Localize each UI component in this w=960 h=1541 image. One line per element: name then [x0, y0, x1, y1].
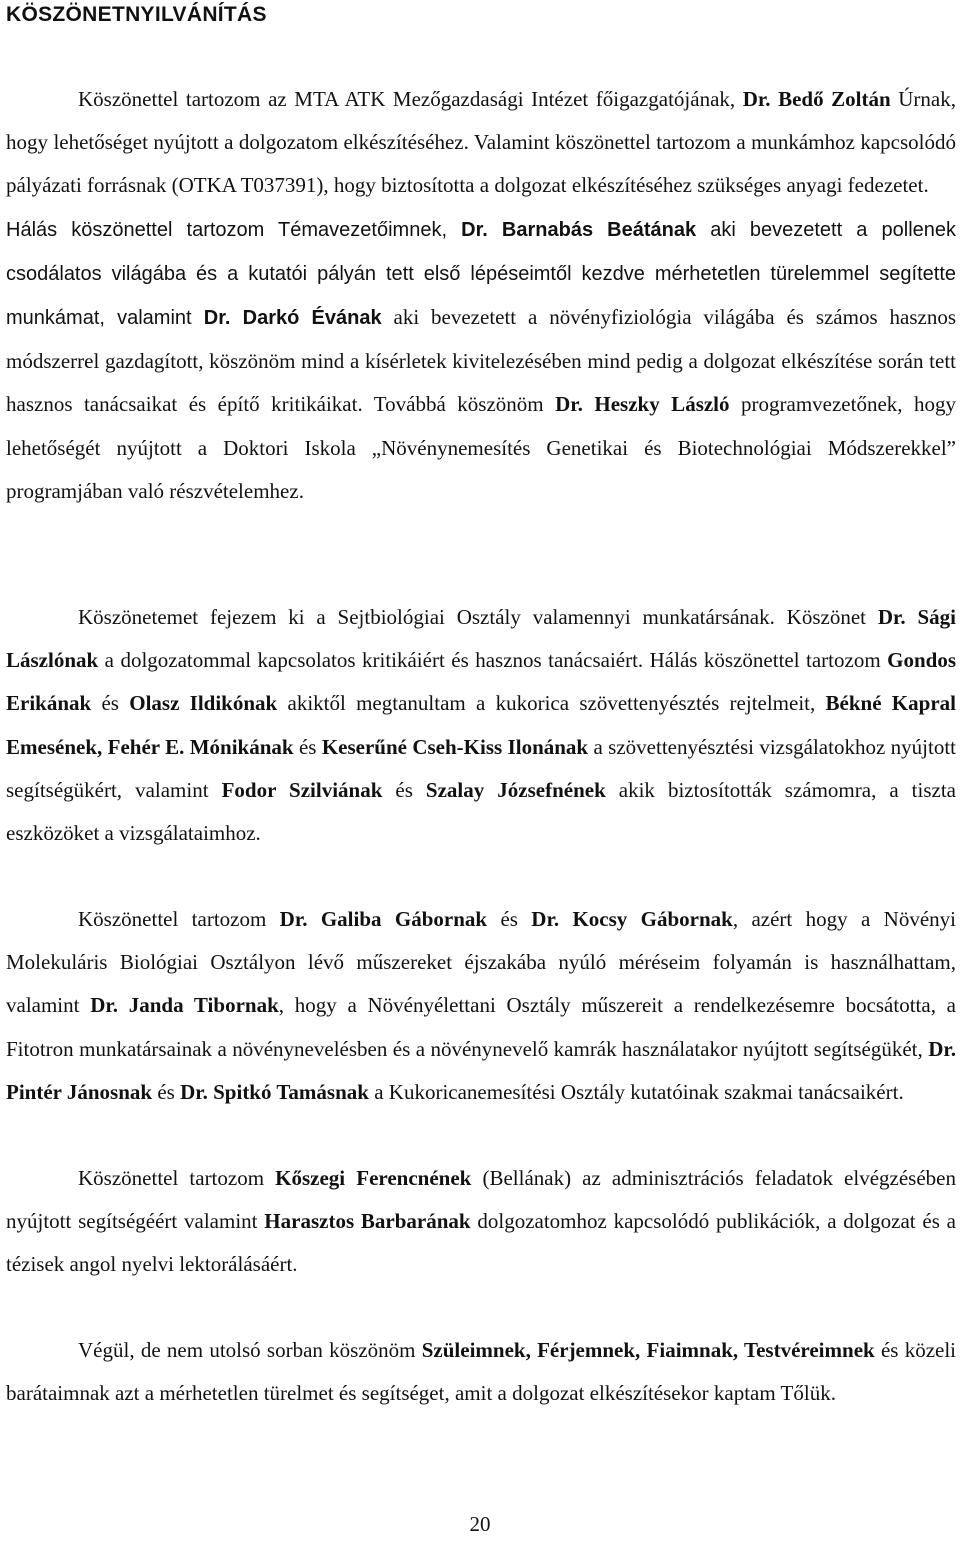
bold-name: Dr. Barnabás Beátának	[461, 218, 697, 241]
bold-name: Harasztos Barbarának	[264, 1209, 471, 1234]
bold-name: Dr. Spitkó Tamásnak	[180, 1079, 369, 1104]
bold-name: Dr. Darkó Évának	[203, 307, 382, 330]
bold-name: Dr. Janda Tibornak	[90, 993, 279, 1018]
paragraph-administration-thanks	[6, 1157, 956, 1287]
text-run: , hogy a Növényélettani Osztály műszereit a rendelkezésemre bocsátotta, a Fitotron munkatársainak a növénynevelésben és a növénynevelő kamrák használatakor nyújtott segítségükét,	[6, 993, 956, 1061]
text-run: dolgozatomhoz kapcsolódó publikációk, a dolgozat és a tézisek angol nyelvi lektorálásáért.	[6, 1209, 956, 1277]
text-run: és	[91, 691, 130, 716]
paragraph-family-thanks	[6, 1329, 956, 1415]
text-run: aki bevezetett a növényfiziológia világába és számos hasznos módszerrel gazdagított, köszönöm mind a kísérletek kivitelezésében mind pedig a dolgozat elkészítése során tett hasznos tanácsaikat és építő kritikáikat. Továbbá köszönöm	[6, 305, 957, 417]
text-run: Köszönetemet fejezem ki a Sejtbiológiai Osztály valamennyi munkatársának. Köszönet	[78, 605, 878, 629]
bold-name: Keserűné Cseh-Kiss Ilonának	[321, 734, 589, 759]
text-run: akiktől megtanultam a kukorica szövettenyésztés rejtelmeit,	[277, 691, 826, 716]
text-run: Végül, de nem utolsó sorban köszönöm	[78, 1338, 422, 1362]
bold-name: Dr. Galiba Gábornak	[279, 907, 488, 931]
paragraph-department-thanks	[6, 596, 956, 855]
bold-name: Dr. Pintér Jánosnak	[6, 1036, 956, 1104]
bold-name: Szalay Józsefnének	[425, 777, 606, 802]
text-run: a dolgozatommal kapcsolatos kritikáiért és hasznos tanácsaiért. Hálás köszönettel tartozom	[98, 648, 888, 673]
bold-name: Dr. Bedő Zoltán	[742, 87, 891, 111]
text-run: (Bellának) az adminisztrációs feladatok elvégzésében nyújtott segítségéért valamint	[6, 1166, 956, 1234]
bold-name: Fodor Szilviának	[221, 777, 383, 802]
text-run: aki bevezetett a pollenek csodálatos világába és a kutatói pályán tett első lépéseimtől kezdve mérhetetlen türelemmel segítette munkámat, valamint	[6, 218, 956, 330]
bold-name: Dr. Heszky László	[555, 392, 730, 417]
text-run: akik biztosították számomra, a tiszta eszközöket a vizsgálataimhoz.	[6, 777, 956, 846]
bold-name: Kőszegi Ferencnének	[275, 1166, 472, 1190]
text-run: a Kukoricanemesítési Osztály kutatóinak szakmai tanácsaikért.	[368, 1079, 904, 1104]
bold-name: Dr. Sági Lászlónak	[6, 605, 956, 673]
bold-name: Dr. Kocsy Gábornak	[531, 907, 733, 931]
text-run: a szövettenyésztési vizsgálatokhoz nyújtott segítségükért, valamint	[6, 734, 956, 802]
text-run: Köszönettel tartozom	[78, 907, 280, 931]
page-number: 20	[469, 1512, 491, 1536]
text-run: és	[487, 907, 532, 931]
text-run: , azért hogy a Növényi Molekuláris Biológiai Osztályon lévő műszereket éjszakába nyúló méréseim folyamán is használhattam, valamint	[6, 907, 956, 1018]
paragraph-instruments-thanks	[6, 898, 956, 1114]
text-run: Hálás köszönettel tartozom Témavezetőimnek,	[6, 218, 462, 241]
text-run: és közeli barátaimnak azt a mérhetetlen türelmet és segítséget, amit a dolgozat elkészítésekor kaptam Tőlük.	[6, 1338, 957, 1406]
text-run: és	[293, 734, 322, 759]
text-run: Köszönettel tartozom	[78, 1166, 276, 1190]
page-title: KÖSZÖNETNYILVÁNÍTÁS	[6, 3, 267, 26]
text-run: Úrnak, hogy lehetőséget nyújtott a dolgozatom elkészítéséhez. Valamint köszönettel tartozom a munkámhoz kapcsolódó pályázati forrásnak (OTKA T037391), hogy biztosította a dolgozat elkészítéséhez szükséges anyagi fedezetet.	[6, 87, 956, 198]
text-run: és	[152, 1079, 181, 1104]
text-run: és	[382, 777, 426, 802]
bold-name: Szüleimnek, Férjemnek, Fiaimnak, Testvéreimnek	[421, 1338, 875, 1362]
text-run: Köszönettel tartozom az MTA ATK Mezőgazdasági Intézet főigazgatójának,	[78, 87, 743, 111]
bold-name: Gondos Erikának	[6, 648, 956, 716]
text-run: programvezetőnek, hogy lehetőségét nyújtott a Doktori Iskola „Növénynemesítés Genetikai és Biotechnológiai Módszerekkel” programjában való részvételemhez.	[6, 392, 956, 503]
paragraph-institute-thanks	[6, 78, 956, 513]
bold-name: Olasz Ildikónak	[129, 691, 278, 716]
bold-name: Békné Kapral Emesének, Fehér E. Mónikának	[6, 691, 956, 759]
